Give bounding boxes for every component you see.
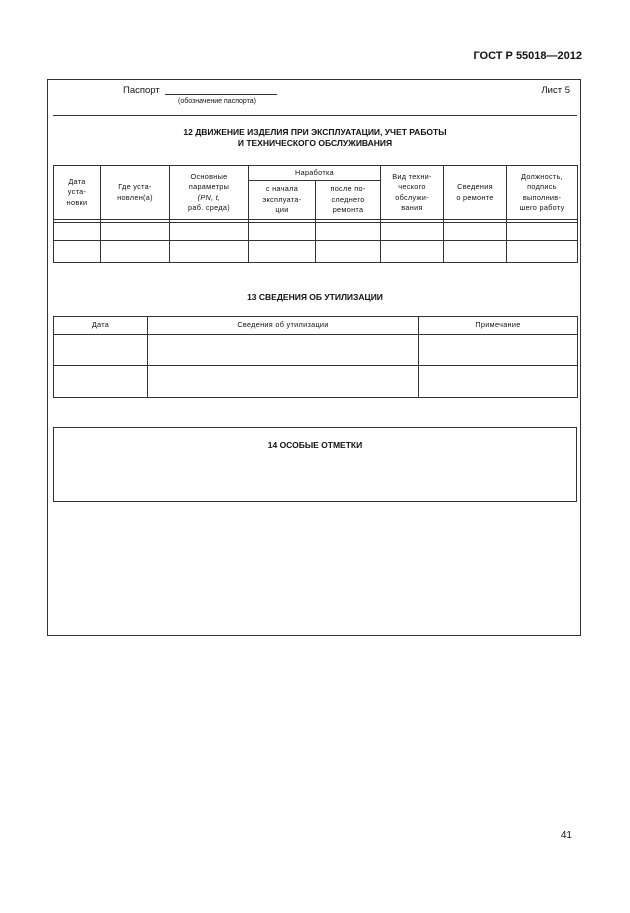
- document-code: ГОСТ Р 55018—2012: [473, 50, 582, 62]
- movement-table: [53, 165, 578, 263]
- table-row: [54, 223, 578, 241]
- header-divider: [53, 115, 577, 116]
- section-14-title: 14 ОСОБЫЕ ОТМЕТКИ: [267, 440, 363, 450]
- col-runtime-since-start: с начала эксплуата- ции: [249, 181, 316, 220]
- col-disposal-date: Дата: [54, 317, 148, 335]
- col-disposal-info: Сведения об утилизации: [148, 317, 419, 335]
- col-install-location: Где уста- новлен(а): [101, 166, 170, 220]
- special-notes-box: [53, 427, 577, 502]
- passport-label: Паспорт: [123, 85, 160, 96]
- sheet-number: Лист 5: [541, 85, 570, 96]
- disposal-table: [53, 316, 578, 398]
- table-row: [54, 335, 578, 366]
- col-position-signature: Должность, подпись выполнив- шего работу: [507, 166, 578, 220]
- col-repair-info: Сведения о ремонте: [444, 166, 507, 220]
- table-row: [54, 241, 578, 263]
- page-number: 41: [560, 830, 572, 841]
- passport-sublabel: (обозначение паспорта): [178, 98, 256, 105]
- table-row: [54, 366, 578, 398]
- section-12-title-line2: И ТЕХНИЧЕСКОГО ОБСЛУЖИВАНИЯ: [237, 138, 393, 148]
- passport-blank-line: [165, 94, 277, 95]
- col-disposal-note: Примечание: [419, 317, 578, 335]
- section-12-title: [53, 127, 577, 149]
- section-12-title-line1: 12 ДВИЖЕНИЕ ИЗДЕЛИЯ ПРИ ЭКСПЛУАТАЦИИ, УЧЕТ РАБОТЫ: [183, 127, 447, 137]
- col-runtime: Наработка: [249, 166, 381, 181]
- col-service-type: Вид техни- ческого обслужи- вания: [381, 166, 444, 220]
- col-main-params: Основные параметры (PN, t, раб. среда): [170, 166, 249, 220]
- section-13-title: 13 СВЕДЕНИЯ ОБ УТИЛИЗАЦИИ: [247, 292, 383, 302]
- col-install-date: Дата уста- новки: [54, 166, 101, 220]
- col-runtime-since-repair: после по- следнего ремонта: [316, 181, 381, 220]
